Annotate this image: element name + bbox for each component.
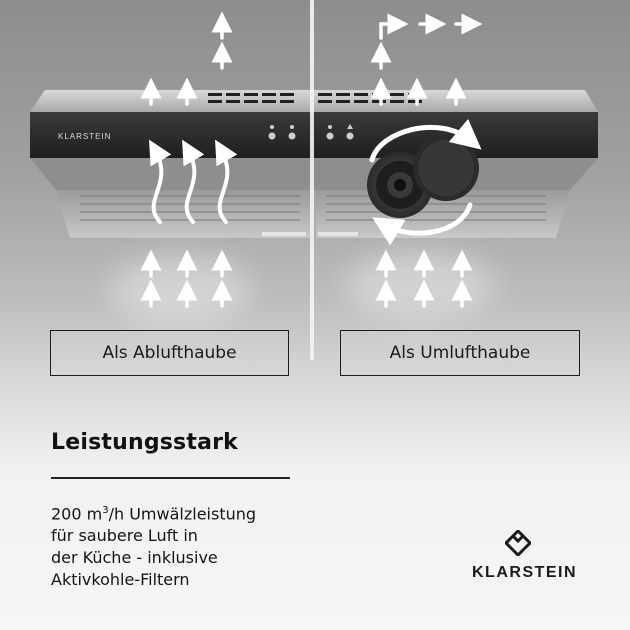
hood-underside (30, 158, 598, 190)
charcoal-filter-back (413, 135, 479, 201)
hood-light-right (318, 232, 358, 236)
recirculation-mode-label: Als Umlufthaube (389, 343, 531, 363)
hood-brand-label: KLARSTEIN (58, 132, 112, 141)
hood-top (30, 90, 598, 112)
description-text (51, 500, 311, 591)
grease-filter-left (56, 190, 310, 238)
hood-front-panel (30, 112, 598, 158)
exhaust-mode-label: Als Ablufthaube (102, 343, 237, 363)
hood-light (262, 232, 306, 236)
description-line-1: 200 $m^3/h$ Umwälzleistung (51, 504, 257, 524)
description-line-3: der Küche - inklusive (51, 548, 218, 568)
center-divider (310, 0, 314, 360)
exhaust-mode-label-box (50, 330, 289, 376)
recirculation-mode-label-box (340, 330, 580, 376)
description-line-2: für saubere Luft in (51, 526, 198, 546)
headline-rule (51, 477, 290, 479)
brand-name: KLARSTEIN (472, 564, 578, 581)
steam-left (110, 255, 250, 325)
steam-right (345, 250, 495, 320)
headline: Leistungsstark (51, 430, 238, 455)
description-line-4: Aktivkohle-Filtern (51, 570, 190, 590)
klarstein-logo-icon (505, 530, 531, 556)
